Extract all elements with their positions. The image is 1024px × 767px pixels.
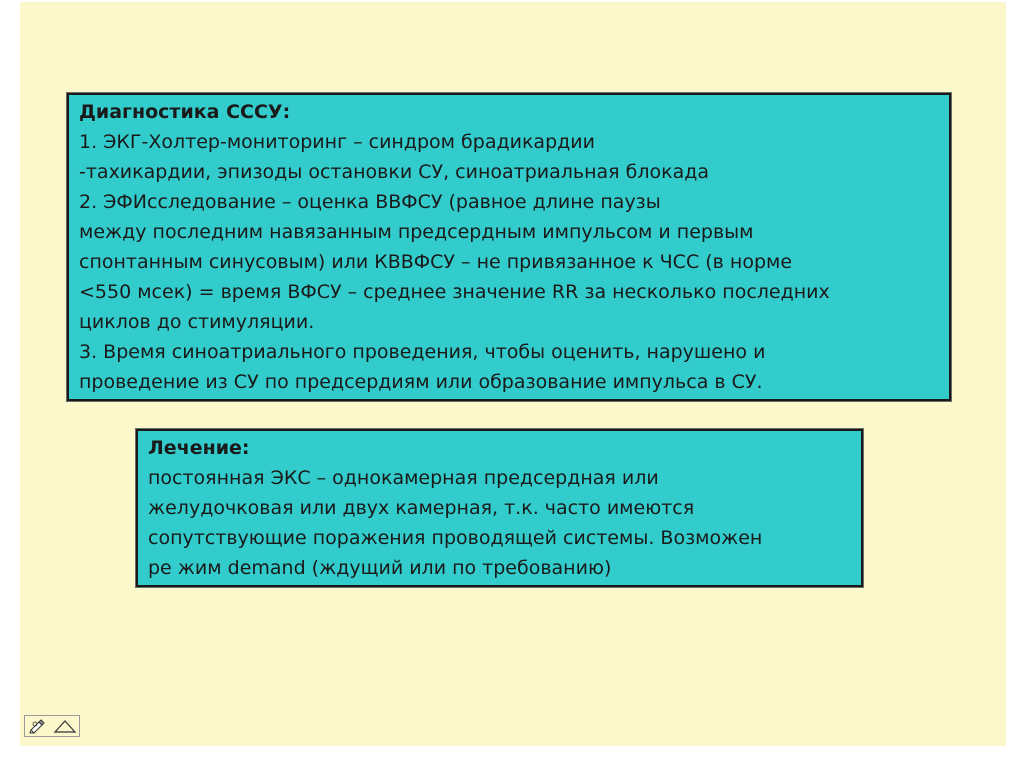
diagnostics-line: 1. ЭКГ-Холтер-мониторинг – синдром брадикардии [79,131,595,153]
diagnostics-line: -тахикардии, эпизоды остановки СУ, синоатриальная блокада [79,161,710,183]
diagnostics-line: циклов до стимуляции. [79,311,315,333]
diagnostics-line: <550 мсек) = время ВФСУ – среднее значение RR за несколько последних [79,281,830,303]
diagnostics-line: 3. Время синоатриального проведения, чтобы оценить, нарушено и [79,341,766,363]
slide-navigation[interactable] [24,715,80,737]
treatment-line: ре жим demand (ждущий или по требованию) [148,557,612,579]
diagnostics-line: 2. ЭФИсследование – оценка ВВФСУ (равное длине паузы [79,191,661,213]
diagnostics-line: спонтанным синусовым) или КВВФСУ – не привязанное к ЧСС (в норме [79,251,793,273]
pen-icon[interactable] [29,718,47,734]
diagnostics-line: проведение из СУ по предсердиям или образование импульса в СУ. [79,371,763,393]
treatment-line: сопутствующие поражения проводящей системы. Возможен [148,527,763,549]
treatment-box [136,429,863,587]
diagnostics-line: между последним навязанным предсердным импульсом и первым [79,221,754,243]
diagnostics-title: Диагностика СССУ: [79,101,291,123]
triangle-icon[interactable] [53,719,77,734]
treatment-title: Лечение: [148,437,250,459]
diagnostics-box [67,93,951,401]
treatment-line: постоянная ЭКС – однокамерная предсердная или [148,467,659,489]
treatment-line: желудочковая или двух камерная, т.к. часто имеются [148,497,695,519]
